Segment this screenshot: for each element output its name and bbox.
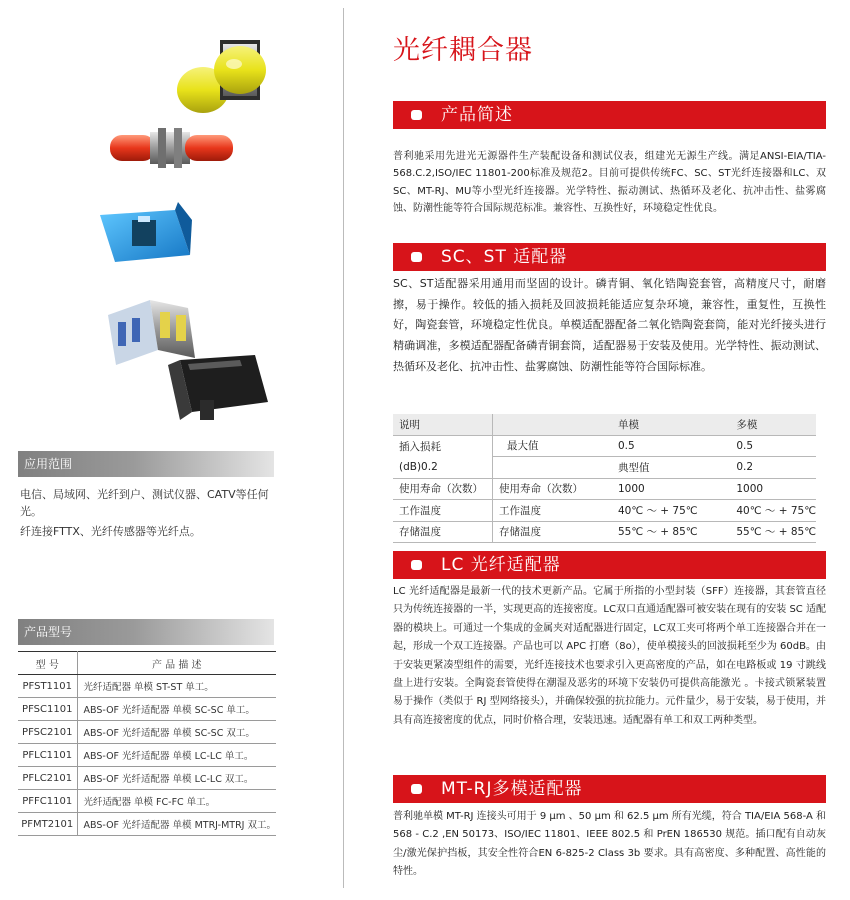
spec-head <box>492 414 597 435</box>
section-header-lc <box>393 551 826 579</box>
spec-value: 0.2 <box>714 457 816 479</box>
model-code: PFST1101 <box>18 675 77 698</box>
application-text <box>20 486 276 543</box>
section-title: SC、ST 适配器 <box>441 247 568 267</box>
spec-value: 55℃ ～ + 85℃ <box>598 521 714 543</box>
model-code: PFMT2101 <box>18 813 77 836</box>
sc-adapter-photo <box>100 202 192 262</box>
table-row <box>18 790 276 813</box>
spec-value: 1000 <box>714 478 816 500</box>
spec-label: 工作温度 <box>492 500 597 522</box>
model-desc: ABS-OF 光纤适配器 单模 SC-SC 双工。 <box>77 721 276 744</box>
section-title: MT-RJ多模适配器 <box>441 779 583 799</box>
spec-label: 最大值 <box>492 435 597 457</box>
st-adapter-photo <box>110 128 233 168</box>
spec-label: 使用寿命（次数） <box>393 478 492 500</box>
table-row <box>18 813 276 836</box>
sc-st-text: SC、ST适配器采用通用而坚固的设计。磷青铜、氧化锆陶瓷套管，高精度尺寸，耐磨擦，易于操作。较低的插入损耗及回波损耗能适应复杂环境，兼容性，重复性，互换性好，陶瓷套管，环境稳定性优良。单模适配器配备二氧化锆陶瓷套筒，能对光纤接头进行精确调准，多模适配器配备磷青铜套筒，适配器易于安装及使用。光学特性、振动测试、热循环及老化、抗冲击性、盐雾腐蚀、防潮性能等符合国际标准。 <box>393 277 826 373</box>
model-desc: 光纤适配器 单模 ST-ST 单工。 <box>77 675 276 698</box>
model-desc: ABS-OF 光纤适配器 单模 LC-LC 单工。 <box>77 744 276 767</box>
section-header-mtrj <box>393 775 826 803</box>
spec-value: 0.5 <box>714 435 816 457</box>
product-photos <box>80 30 280 430</box>
spec-label: 工作温度 <box>393 500 492 522</box>
table-row <box>393 414 816 435</box>
lc-text: LC 光纤适配器是最新一代的技术更新产品。它属于所指的小型封装（SFF）连接器，其套管直径只为传统连接器的一半，实现更高的连接密度。LC双口直通适配器可被安装在现有的安装 SC 适配器的模块上。可通过一个集成的金属夹对适配器进行固定，LC双工夹可将两个单工连接器合并在一起，形成一个双工连接器。产品也可以 APC 打磨（8o），使单模接头的回波损耗至少为 60dB。由于安装更紧凑型组件的需要，光纤连接技术也要求引入更高密度的产品，如在电路板或 19 寸跳线盘上进行安装。全陶瓷套管使得在潮湿及恶劣的环境下安装仍可提供高能激光 。卡接式锁紧装置易于操作（类似于 RJ 型网络接头），并确保较强的抗拉能力。元件量少，易于安装，易于使用，并具有高连接密度的优点，同时价格合理，安装迅速。适配器有单工和双工两种类型。 <box>393 586 826 726</box>
table-row <box>18 721 276 744</box>
spec-head: 说明 <box>393 414 492 435</box>
table-row <box>18 767 276 790</box>
fc-adapter-photo <box>177 40 266 113</box>
spec-value: 0.5 <box>598 435 714 457</box>
spec-label: 典型值 <box>598 457 714 479</box>
models-table <box>18 651 276 836</box>
table-row <box>393 435 816 457</box>
spec-label: 存储温度 <box>393 521 492 543</box>
section-header-overview <box>393 101 826 129</box>
models-col-desc: 产 品 描 述 <box>77 652 276 675</box>
model-desc: 光纤适配器 单模 FC-FC 单工。 <box>77 790 276 813</box>
table-row <box>18 698 276 721</box>
mtrj-adapter-photo <box>168 355 268 420</box>
table-row <box>393 457 816 479</box>
table-row <box>393 500 816 522</box>
table-row <box>393 521 816 543</box>
spec-label: 存储温度 <box>492 521 597 543</box>
spec-value: 55℃ ～ + 85℃ <box>714 521 816 543</box>
application-line: 电信、局域网、光纤到户、测试仪器、CATV等任何光。 <box>20 488 269 518</box>
model-desc: ABS-OF 光纤适配器 单模 LC-LC 双工。 <box>77 767 276 790</box>
model-code: PFLC1101 <box>18 744 77 767</box>
spec-table <box>393 414 816 543</box>
spec-value: 40℃ ～ + 75℃ <box>598 500 714 522</box>
page-title: 光纤耦合器 <box>393 35 533 66</box>
spec-value: 1000 <box>598 478 714 500</box>
spec-label: 插入损耗 <box>393 435 492 457</box>
application-header: 应用范围 <box>18 451 274 477</box>
models-header: 产品型号 <box>18 619 274 645</box>
table-row <box>18 744 276 767</box>
bullet-icon <box>411 110 422 120</box>
model-code: PFSC1101 <box>18 698 77 721</box>
mtrj-text: 普利驰单模 MT-RJ 连接头可用于 9 μm 、50 μm 和 62.5 μm 所有光缆，符合 TIA/EIA 568-A 和568 - C.2 ,EN 50173、ISO/IEC 11801、IEEE 802.5 和 PrEN 186530 规范。插口配有自动灰尘/激光保护挡板，其安全性符合EN 6-825-2 Class 3b 要求。具有高密度、多种配置、高性能的特性。 <box>393 811 827 877</box>
model-desc: ABS-OF 光纤适配器 单模 SC-SC 单工。 <box>77 698 276 721</box>
spec-value: 40℃ ～ + 75℃ <box>714 500 816 522</box>
model-code: PFSC2101 <box>18 721 77 744</box>
section-title: 产品简述 <box>441 105 513 125</box>
table-row <box>393 478 816 500</box>
models-col-code: 型 号 <box>18 652 77 675</box>
lc-adapter-photo <box>108 300 195 365</box>
overview-text: 普利驰采用先进光无源器件生产装配设备和测试仪表，组建光无源生产线。满足ANSI-EIA/TIA-568.C.2,ISO/IEC 11801-200标准及规范2。目前可提供传统FC、SC、ST光纤连接器和LC、双SC、MT-RJ、MU等小型光纤连接器。光学特性、振动测试、热循环及老化、抗冲击性、盐雾腐蚀、防潮性能等符合国际规范标准。兼容性、互换性好，环境稳定性优良。 <box>393 151 826 215</box>
section-title: LC 光纤适配器 <box>441 555 561 575</box>
bullet-icon <box>411 784 422 794</box>
column-divider <box>343 8 344 888</box>
spec-label: (dB)0.2 <box>393 457 492 479</box>
spec-label: 使用寿命（次数） <box>492 478 597 500</box>
application-line: 纤连接FTTX、光纤传感器等光纤点。 <box>20 525 201 538</box>
bullet-icon <box>411 560 422 570</box>
section-header-sc-st <box>393 243 826 271</box>
model-code: PFFC1101 <box>18 790 77 813</box>
spec-head: 多模 <box>714 414 816 435</box>
bullet-icon <box>411 252 422 262</box>
table-row <box>18 675 276 698</box>
model-desc: ABS-OF 光纤适配器 单模 MTRJ-MTRJ 双工。 <box>77 813 276 836</box>
model-code: PFLC2101 <box>18 767 77 790</box>
spec-head: 单模 <box>598 414 714 435</box>
